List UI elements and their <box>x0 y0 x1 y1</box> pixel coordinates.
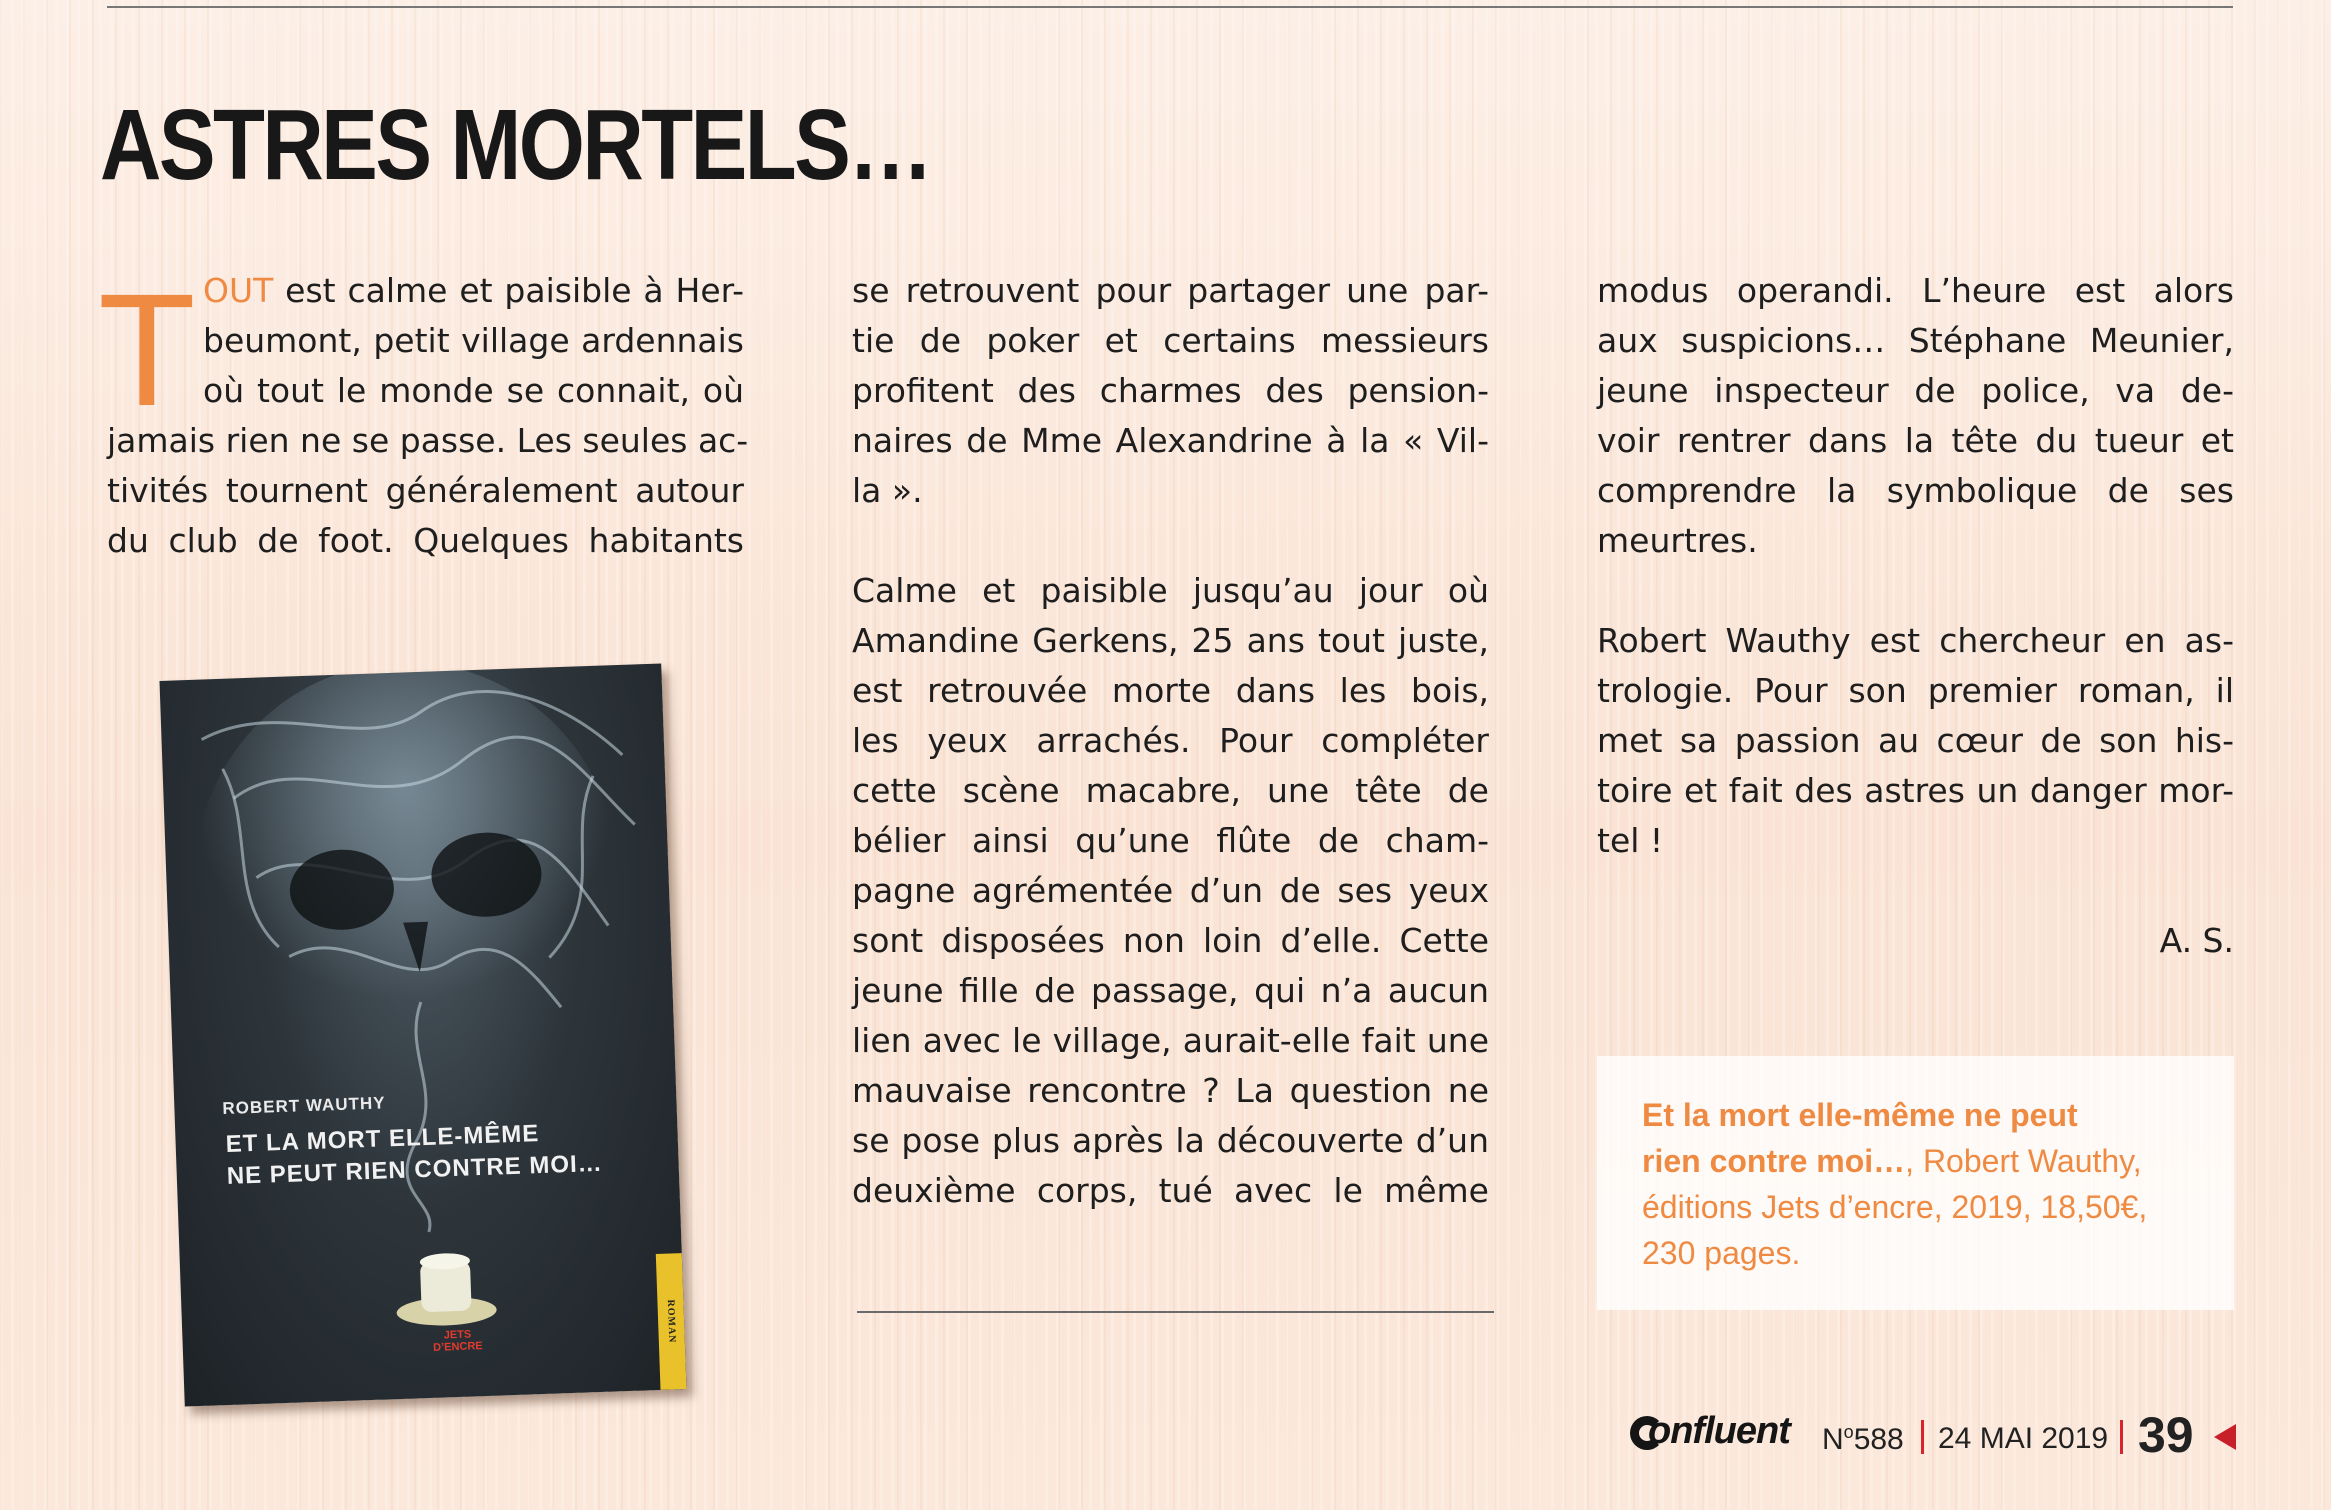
body-line: les yeux arrachés. Pour compléter <box>852 721 1489 760</box>
body-line: où tout le monde se connait, où <box>203 371 744 410</box>
roman-label: ROMAN <box>656 1253 687 1390</box>
book-reference-box <box>1597 1056 2234 1310</box>
body-line: Robert Wauthy est chercheur en as- <box>1597 621 2234 660</box>
body-line: modus operandi. L’heure est alors <box>1597 271 2234 310</box>
book-author: ROBERT WAUTHY <box>222 1093 386 1119</box>
body-line: la ». <box>852 471 923 510</box>
body-line: OUT est calme et paisible à Her- <box>203 271 744 310</box>
candle-illustration <box>389 1219 503 1333</box>
body-line: cette scène macabre, une tête de <box>852 771 1489 810</box>
top-rule <box>107 6 2233 8</box>
page-footer: onfluent $N^o588$ 24 MAI 2019 39 <box>1626 1400 2246 1470</box>
book-cover-image <box>159 663 686 1406</box>
footer-separator <box>1921 1420 1924 1454</box>
body-line: jeune inspecteur de police, va de- <box>1597 371 2234 410</box>
book-reference: Et la mort elle-même ne peut rien contre moi…, Robert Wauthy, éditions Jets d’encre, 2019, 18,50€, 230 pages. <box>1642 1097 2148 1271</box>
body-line: beumont, petit village ardennais <box>203 321 744 360</box>
body-line: trologie. Pour son premier roman, il <box>1597 671 2234 710</box>
body-line: tel ! <box>1597 821 1664 860</box>
body-line: Amandine Gerkens, 25 ans tout juste, <box>852 621 1489 660</box>
lead-word: OUT <box>203 271 274 310</box>
book-title: ET LA MORT ELLE-MÊME NE PEUT RIEN CONTRE MOI… <box>225 1120 604 1190</box>
body-line: meurtres. <box>1597 521 1758 560</box>
body-line: tivités tournent généralement autour <box>107 471 744 510</box>
page-number: 39 <box>2138 1407 2194 1463</box>
body-line: deuxième corps, tué avec le même <box>852 1171 1489 1210</box>
body-line: pagne agrémentée d’un de ses yeux <box>852 871 1489 910</box>
body-line: profitent des charmes des pension- <box>852 371 1489 410</box>
body-line: toire et fait des astres un danger mor- <box>1597 771 2234 810</box>
left-arrow-icon <box>2214 1424 2236 1450</box>
drop-cap: T <box>98 260 196 439</box>
body-line: Calme et paisible jusqu’au jour où <box>852 571 1489 610</box>
body-line: lien avec le village, aurait-elle fait une <box>852 1021 1489 1060</box>
publisher-logo: JETS D’ENCRE <box>432 1328 483 1354</box>
body-line: du club de foot. Quelques habitants <box>107 521 744 560</box>
body-line: jamais rien ne se passe. Les seules ac- <box>107 421 749 460</box>
column-3 <box>1597 266 2234 966</box>
column-2 <box>852 266 1489 1216</box>
body-line: sont disposées non loin d’elle. Cette <box>852 921 1489 960</box>
body-line: naires de Mme Alexandrine à la « Vil- <box>852 421 1489 460</box>
body-line: est retrouvée morte dans les bois, <box>852 671 1489 710</box>
body-line: voir rentrer dans la tête du tueur et <box>1597 421 2234 460</box>
body-line: tie de poker et certains messieurs <box>852 321 1489 360</box>
body-line: mauvaise rencontre ? La question ne <box>852 1071 1489 1110</box>
body-line: met sa passion au cœur de son his- <box>1597 721 2234 760</box>
article-title: ASTRES MORTELS… <box>100 89 931 201</box>
issue-number: $N^o588$ <box>1822 1422 1904 1456</box>
issue-date: 24 MAI 2019 <box>1938 1422 2109 1455</box>
body-line: jeune fille de passage, qui n’a aucun <box>852 971 1489 1010</box>
author-signature: A. S. <box>2159 921 2234 960</box>
footer-separator <box>2120 1420 2123 1454</box>
body-line: se retrouvent pour partager une par- <box>852 271 1489 310</box>
body-line: bélier ainsi qu’une flûte de cham- <box>852 821 1489 860</box>
column-end-rule <box>857 1311 1494 1313</box>
column-1 <box>107 266 749 566</box>
body-line: se pose plus après la découverte d’un <box>852 1121 1489 1160</box>
body-line: aux suspicions… Stéphane Meunier, <box>1597 321 2234 360</box>
body-line: comprendre la symbolique de ses <box>1597 471 2234 510</box>
